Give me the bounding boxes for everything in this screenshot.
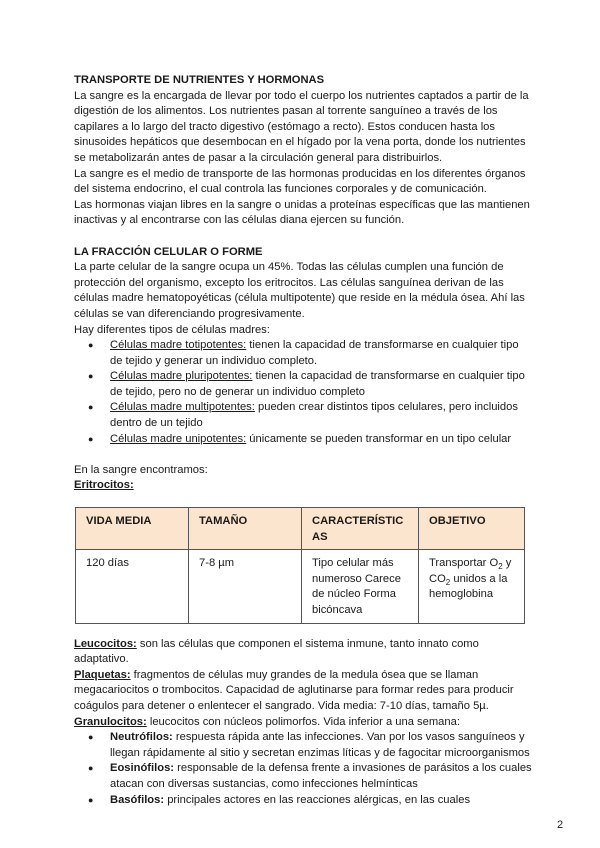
table-cell: Tipo celular más numeroso Carece de núcleo Forma bicóncava — [302, 550, 419, 623]
list-item — [110, 338, 534, 369]
description: únicamente se pueden transformar en un tipo celular — [246, 432, 512, 445]
erythrocyte-table — [75, 507, 525, 624]
term: Células madre pluripotentes: — [110, 370, 253, 383]
list-item — [110, 400, 534, 431]
paragraph: Plaquetas: fragmentos de células muy grandes de la medula ósea que se llaman megacariocitos o trombocitos. Capacidad de aglutinarse para formar redes para producir coágulos para detener o enlentecer el sangrado. Vida media: 7-10 días, tamaño 5µ. — [74, 668, 514, 712]
leucocytes-heading: Leucocitos: — [74, 637, 137, 650]
list-item — [110, 793, 534, 809]
table-header-row — [76, 508, 525, 550]
paragraph: La parte celular de la sangre ocupa un 45%. Todas las células cumplen una función de protección del organismo, excepto los eritrocitos. Las células sanguínea derivan de las células madre hematopoyéticas (célula multipotente) que reside en la médula ósea. Ahí las células se van diferenciando progresivamente. — [74, 261, 525, 320]
table-row — [76, 550, 525, 623]
description: pueden crear distintos tipos celulares, pero incluidos dentro de un tejido — [110, 401, 518, 430]
description: tienen la capacidad de transformarse en cualquier tipo de tejido, pero no de generar un individuo completo — [110, 370, 525, 398]
table-cell: 7-8 µm — [189, 550, 302, 623]
granulocyte-list — [74, 730, 534, 808]
paragraph: Las hormonas viajan libres en la sangre o unidas a proteínas específicas que las mantienen inactivas y al encontrarse con las células diana ejercen su función. — [74, 198, 530, 227]
granulocytes-heading: Granulocitos: — [74, 715, 147, 728]
table-header: OBJETIVO — [419, 508, 525, 550]
paragraph: La sangre es la encargada de llevar por todo el cuerpo los nutrientes captados a partir de la digestión de los alimentos. Los nutrientes pasan al torrente sanguíneo a través de los capilares a lo largo del tracto digestivo (estómago a recto). Estos conducen hasta los sinusoides hepáticos que desembocan en el hígado por la vena porta, donde los nutrientes se metabolizarán antes de pasar a la circulación general para distribuirlos. — [74, 89, 529, 164]
list-item — [110, 432, 534, 448]
table-header: TAMAÑO — [189, 508, 302, 550]
paragraph: En la sangre encontramos: — [74, 463, 208, 476]
term: Eosinófilos: — [110, 762, 175, 775]
term: Células madre totipotentes: — [110, 339, 247, 352]
paragraph: Leucocitos: son las células que componen el sistema inmune, tanto innato como adaptativo. — [74, 637, 479, 666]
paragraph: Granulocitos: leucocitos con núcleos polimorfos. Vida inferior a una semana: — [74, 715, 460, 728]
stem-cell-list — [74, 338, 534, 447]
section-title-cellular: LA FRACCIÓN CELULAR O FORME — [74, 245, 263, 258]
description: responsable de la defensa frente a invasiones de parásitos a los cuales atacan con diversas sustancias, como infecciones helmínticas — [110, 762, 532, 790]
description: respuesta rápida ante las infecciones. Van por los vasos sanguíneos y llegan rápidamente al sitio y secretan enzimas líticas y de fagocitar microorganismos — [110, 731, 530, 759]
table-header: CARACTERÍSTICAS — [302, 508, 419, 550]
list-item — [110, 369, 534, 400]
paragraph: La sangre es el medio de transporte de las hormonas producidas en los diferentes órganos del sistema endocrino, el cual controla las funciones corporales y de comunicación. — [74, 167, 526, 196]
term: Células madre unipotentes: — [110, 432, 247, 445]
erythrocytes-heading: Eritrocitos: — [74, 479, 134, 492]
platelets-heading: Plaquetas: — [74, 668, 131, 681]
term: Basófilos: — [110, 793, 165, 806]
term: Neutrófilos: — [110, 731, 173, 744]
table-cell: Transportar $O_2$ y $CO_2$ unidos a la hemoglobina — [419, 550, 525, 623]
description: tienen la capacidad de transformarse en cualquier tipo de tejido y generar un individuo completo. — [110, 339, 519, 367]
term: Células madre multipotentes: — [110, 401, 255, 414]
description: principales actores en las reacciones alérgicas, en las cuales — [164, 793, 471, 806]
paragraph: Hay diferentes tipos de células madres: — [74, 323, 270, 336]
table-cell: 120 días — [76, 550, 189, 623]
section-title-transport: TRANSPORTE DE NUTRIENTES Y HORMONAS — [74, 74, 325, 86]
list-item — [110, 730, 534, 761]
page-content — [74, 73, 534, 808]
page-number: 2 — [557, 819, 564, 831]
list-item — [110, 761, 534, 792]
table-header: VIDA MEDIA — [76, 508, 189, 550]
